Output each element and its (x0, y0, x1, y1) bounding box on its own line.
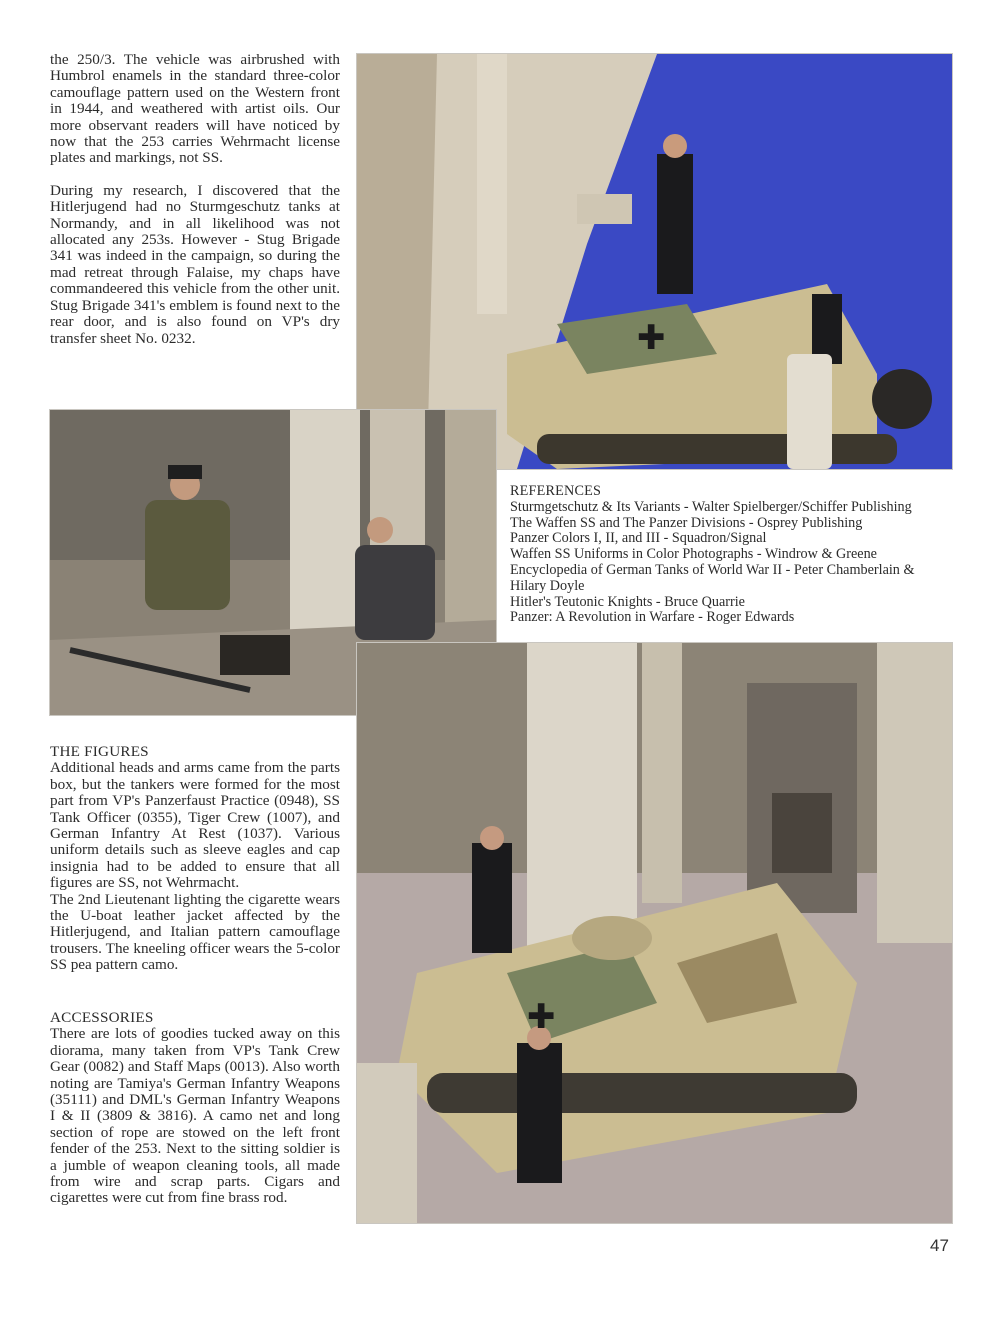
reference-item: Encyclopedia of German Tanks of World War II - Peter Chamberlain & (510, 561, 915, 578)
figures-paragraph-2: The 2nd Lieutenant lighting the cigarette wears the U-boat leather jacket affected by the Hitlerjugend, and Italian pattern camouflage trousers. The kneeling officer wears the 5-color SS pea pattern camo. (50, 890, 340, 974)
photo-halftrack-overhead (356, 642, 953, 1224)
references-block (510, 484, 960, 626)
figures-heading: THE FIGURES (50, 743, 149, 760)
references-heading: REFERENCES (510, 483, 602, 499)
reference-item: Panzer: A Revolution in Warfare - Roger Edwards (510, 609, 795, 626)
intro-paragraph-2: During my research, I discovered that the Hitlerjugend had no Sturmgeschutz tanks at Normandy, and in all likelihood was not allocated any 253s. However - Stug Brigade 341 was indeed in the campaign, so during the mad retreat through Falaise, my chaps have commandeered this vehicle from the other unit. Stug Brigade 341's emblem is found next to the rear door, and is also found on VP's dry transfer sheet No. 0232. (50, 181, 340, 347)
reference-item: Panzer Colors I, II, and III - Squadron/Signal (510, 530, 767, 547)
svg-text:✚: ✚ (637, 318, 666, 358)
accessories-paragraph: There are lots of goodies tucked away on this diorama, many taken from VP's Tank Crew Gear (0082) and Staff Maps (0013). Also worth noting are Tamiya's German Infantry Weapons (35111) and DML's German Infantry Weapons I & II (3809 & 3816). A camo net and long section of rope are stowed on the left front fender of the 253. Next to the sitting soldier is a jumble of weapon cleaning tools, all made from wire and scrap parts. Cigars and cigarettes were cut from fine brass rod. (50, 1025, 340, 1207)
svg-text:✚: ✚ (527, 997, 556, 1037)
reference-item: Sturmgetschutz & Its Variants - Walter Spielberger/Schiffer Publishing (510, 498, 912, 515)
figures-section (50, 744, 340, 974)
reference-item: Waffen SS Uniforms in Color Photographs - Windrow & Greene (510, 546, 877, 563)
intro-paragraph-1: the 250/3. The vehicle was airbrushed with Humbrol enamels in the standard three-color camouflage pattern used on the Western front in 1944, and weathered with artist oils. Our more observant readers will have noticed by now that the 253 carries Wehrmacht license plates and markings, not SS. (50, 51, 340, 167)
reference-item: Hitler's Teutonic Knights - Bruce Quarrie (510, 593, 745, 610)
reference-item: Hilary Doyle (510, 577, 585, 594)
figures-paragraph-1: Additional heads and arms came from the parts box, but the tankers were formed for the most part from VP's Panzerfaust Practice (0948), SS Tank Officer (0355), Tiger Crew (1007), and German Infantry At Rest (1037). Various uniform details such as sleeve eagles and cap insignia had to be added to ensure that all figures are SS, not Wehrmacht. (50, 759, 340, 892)
accessories-heading: ACCESSORIES (50, 1009, 154, 1026)
accessories-section (50, 1010, 340, 1207)
photo-halftrack-top (356, 53, 953, 470)
intro-text-block (50, 52, 340, 347)
reference-item: The Waffen SS and The Panzer Divisions - Osprey Publishing (510, 514, 863, 531)
page-number: 47 (930, 1236, 949, 1255)
